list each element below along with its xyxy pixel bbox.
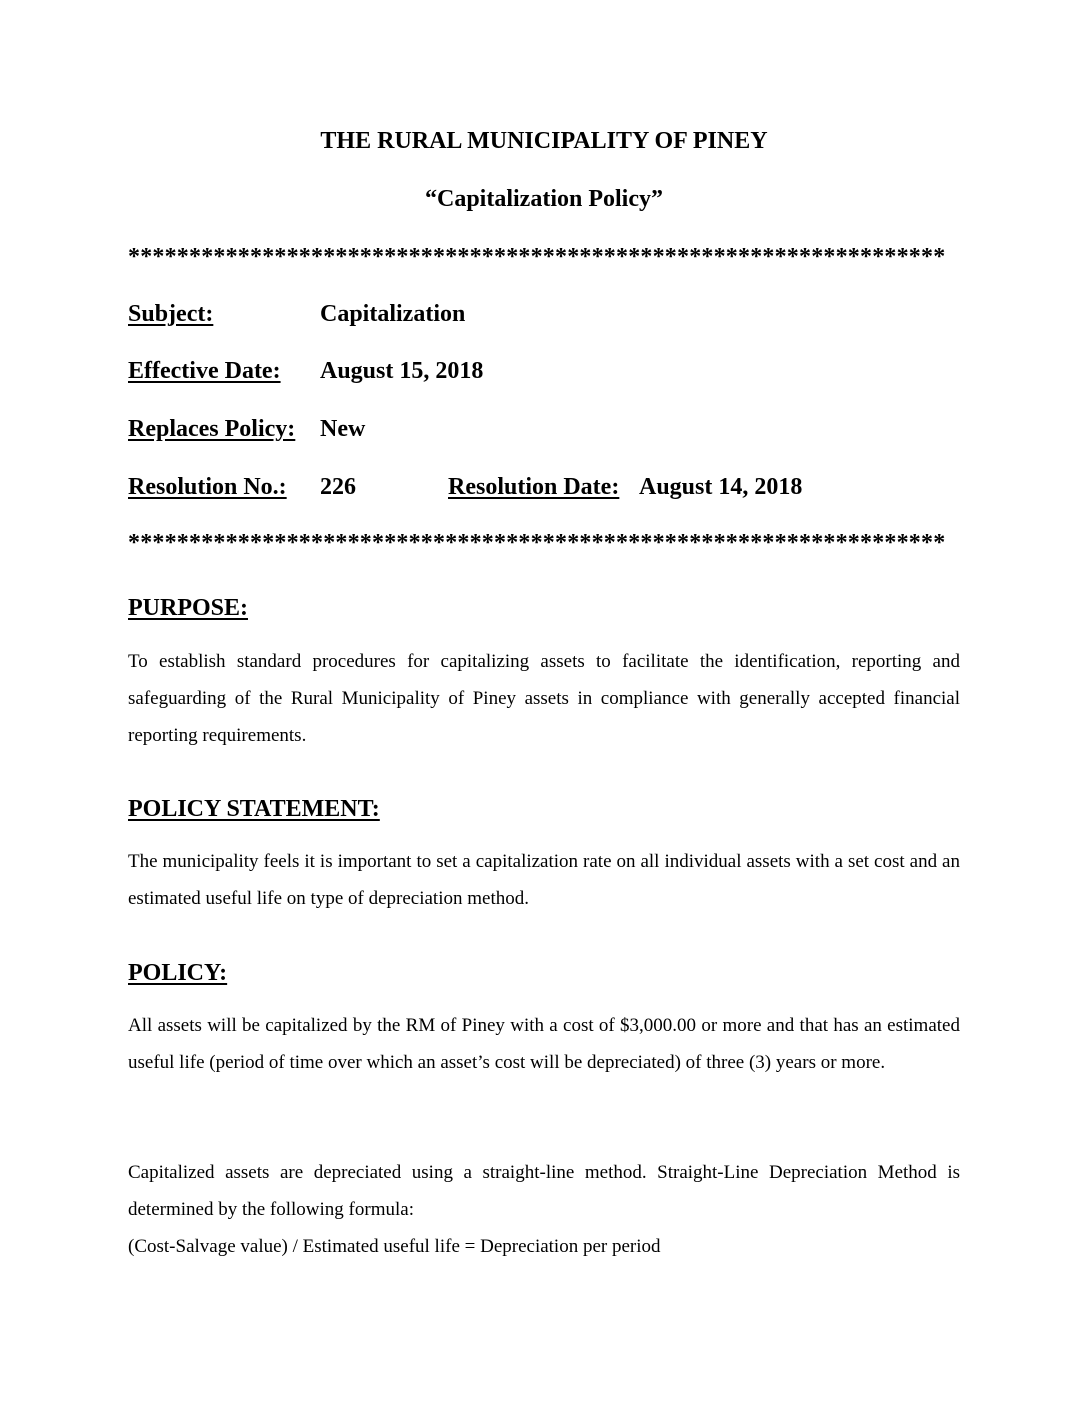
- separator-top: *******************************************************************: [128, 244, 946, 270]
- resolution-no-label: Resolution No.:: [128, 474, 287, 500]
- purpose-heading: PURPOSE:: [128, 595, 248, 621]
- policy-text-1: All assets will be capitalized by the RM of Piney with a cost of $3,000.00 or more and that has an estimated useful life (period of time over which an asset’s cost will be depreciated) of three (3) years or more.: [128, 1015, 960, 1073]
- resolution-date-value: August 14, 2018: [639, 474, 803, 500]
- effective-date-value: August 15, 2018: [320, 358, 484, 384]
- resolution-no-value: 226: [320, 474, 356, 500]
- effective-date-label: Effective Date:: [128, 358, 281, 384]
- replaces-policy-value: New: [320, 416, 366, 442]
- policy-heading: POLICY:: [128, 960, 228, 986]
- policy-text-2: Capitalized assets are depreciated using a straight-line method. Straight-Line Depreciation Method is determined by the following formula:: [128, 1162, 960, 1220]
- document-title: THE RURAL MUNICIPALITY OF PINEY: [320, 128, 768, 154]
- policy-statement-text: The municipality feels it is important to set a capitalization rate on all individual assets with a set cost and an estimated useful life on type of depreciation method.: [128, 851, 960, 909]
- purpose-text: To establish standard procedures for capitalizing assets to facilitate the identification, reporting and safeguarding of the Rural Municipality of Piney assets in compliance with generally accepted financial reporting requirements.: [128, 651, 960, 746]
- separator-bottom: *******************************************************************: [128, 530, 946, 556]
- replaces-policy-label: Replaces Policy:: [128, 416, 296, 442]
- document-subtitle: “Capitalization Policy”: [425, 186, 663, 212]
- policy-statement-heading: POLICY STATEMENT:: [128, 796, 380, 822]
- depreciation-formula: (Cost-Salvage value) / Estimated useful life = Depreciation per period: [128, 1236, 661, 1257]
- subject-value: Capitalization: [320, 301, 466, 327]
- resolution-date-label: Resolution Date:: [448, 474, 620, 500]
- subject-label: Subject:: [128, 301, 214, 327]
